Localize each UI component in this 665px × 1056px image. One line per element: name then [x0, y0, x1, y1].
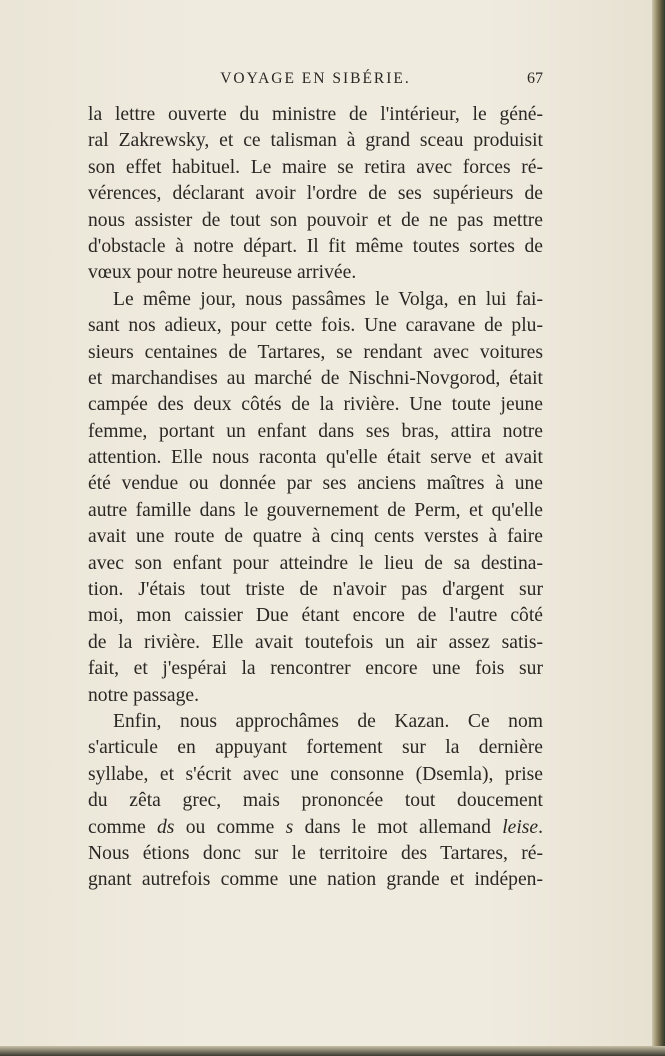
text-line: ral Zakrewsky, et ce talisman à grand sceau produisit — [88, 130, 543, 152]
text-line: moi, mon caissier Due étant encore de l'autre côté — [88, 605, 543, 627]
text-line: femme, portant un enfant dans ses bras, attira notre — [88, 420, 543, 442]
text-run: comme — [88, 816, 157, 838]
book-spine-edge — [652, 0, 665, 1056]
text-line: son effet habituel. Le maire se retira avec forces ré- — [88, 156, 543, 178]
text-line: avec son enfant pour atteindre le lieu de sa destina- — [88, 552, 543, 574]
paragraph-end-line: notre passage. — [88, 684, 199, 706]
text-line: attention. Elle nous raconta qu'elle était serve et avait — [88, 447, 543, 469]
paragraph-end-line: vœux pour notre heureuse arrivée. — [88, 262, 357, 284]
text-line: du zêta grec, mais prononcée tout doucement — [88, 790, 543, 812]
text-run: . — [538, 816, 543, 838]
paragraph-start-line: Le même jour, nous passâmes le Volga, en lui fai- — [113, 288, 543, 310]
text-line-with-italics — [88, 815, 543, 841]
text-line: d'obstacle à notre départ. Il fit même toutes sortes de — [88, 235, 543, 257]
text-line: syllabe, et s'écrit avec une consonne (Dsemla), prise — [88, 763, 543, 785]
page-header — [88, 70, 543, 94]
text-line: Nous étions donc sur le territoire des Tartares, ré- — [88, 842, 543, 864]
body-text — [88, 102, 543, 894]
paragraph-start-line: Enfin, nous approchâmes de Kazan. Ce nom — [113, 710, 543, 732]
text-line: campée des deux côtés de la rivière. Une toute jeune — [88, 394, 543, 416]
text-run: dans le mot allemand — [293, 816, 503, 838]
italic-term-s: s — [285, 816, 294, 838]
text-line: sieurs centaines de Tartares, se rendant avec voitures — [88, 341, 543, 363]
italic-term-leise: leise — [502, 816, 539, 838]
text-line: avait une route de quatre à cinq cents verstes à faire — [88, 526, 543, 548]
text-line: gnant autrefois comme une nation grande et indépen- — [88, 869, 543, 891]
text-line: nous assister de tout son pouvoir et de ne pas mettre — [88, 209, 543, 231]
text-run: ou comme — [174, 816, 286, 838]
text-line: autre famille dans le gouvernement de Perm, et qu'elle — [88, 499, 543, 521]
running-head: VOYAGE EN SIBÉRIE. — [220, 70, 411, 87]
text-line: la lettre ouverte du ministre de l'intérieur, le géné- — [88, 104, 543, 125]
text-line: de la rivière. Elle avait toutefois un air assez satis- — [88, 631, 543, 653]
text-line: fait, et j'espérai la rencontrer encore une fois sur — [88, 658, 543, 680]
text-line: sant nos adieux, pour cette fois. Une caravane de plu- — [88, 315, 543, 337]
text-line: tion. J'étais tout triste de n'avoir pas d'argent sur — [88, 579, 543, 601]
page-number: 67 — [527, 70, 543, 87]
text-line: vérences, déclarant avoir l'ordre de ses supérieurs de — [88, 183, 543, 205]
text-line: été vendue ou donnée par ses anciens maîtres à une — [88, 473, 543, 495]
italic-term-ds: ds — [156, 816, 175, 838]
text-line: et marchandises au marché de Nischni-Novgorod, était — [88, 367, 543, 389]
page-bottom-edge — [0, 1046, 665, 1056]
text-line: s'articule en appuyant fortement sur la dernière — [88, 737, 543, 759]
